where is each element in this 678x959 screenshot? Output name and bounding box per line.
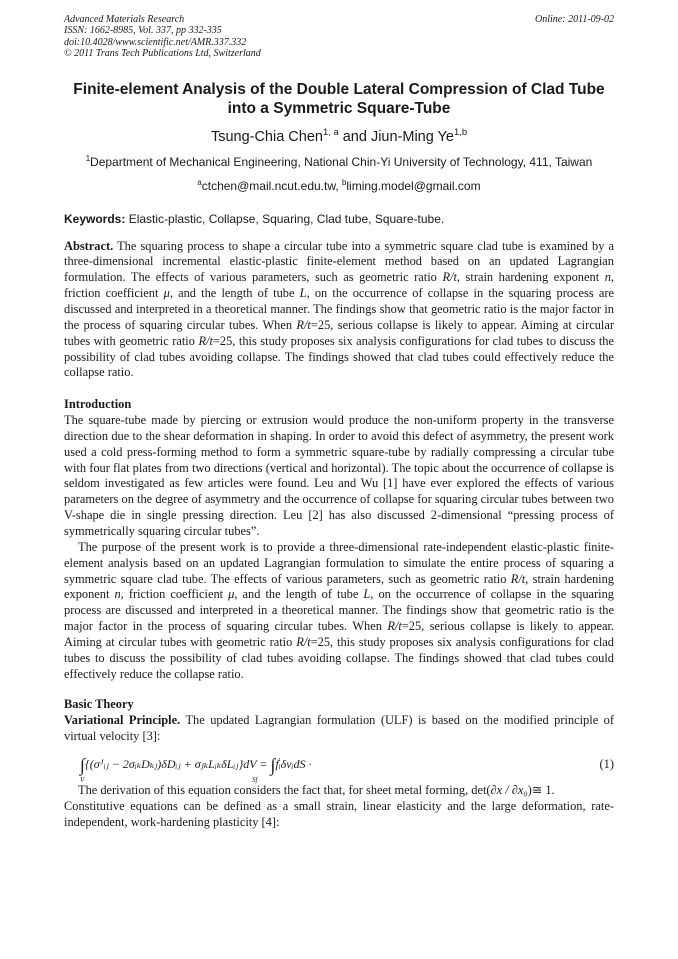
email-b[interactable]: liming.model@gmail.com [346, 178, 481, 193]
affiliation [64, 155, 614, 169]
equation-number: (1) [599, 756, 614, 771]
journal-name: Advanced Materials Research [64, 14, 185, 25]
journal-header [64, 14, 614, 60]
author-list [64, 125, 614, 146]
abstract-text: , on the occurrence of collapse in the squaring process are discussed and interpreted in a theoretical manner. The findings show that geometric ratio is the major factor in the process of squaring circular tubes. When [64, 286, 614, 332]
abstract-text: , and the length of tube [169, 286, 300, 301]
intro-text: =25, serious collapse is likely to appear. Aiming at circular tubes with geometric ratio [64, 619, 615, 649]
equation-lhs: {(σ̇ᴶᵢⱼ − 2σᵢₖDₖⱼ)δDᵢⱼ + σⱼₖLᵢₖδLᵢⱼ}dV = [84, 756, 271, 771]
paper-page [64, 14, 614, 830]
intro-text: , and the length of tube [234, 587, 364, 602]
variational-principle-text: The updated Lagrangian formulation (ULF) is based on the modified principle of virtual velocity [3]: [64, 713, 614, 744]
doi-line: doi:10.4028/www.scientific.net/AMR.337.332 [64, 36, 247, 48]
keywords-label: Keywords: [64, 211, 126, 226]
email-a-marker: a [197, 177, 202, 187]
email-line [64, 179, 614, 193]
issn-line: ISSN: 1662-8985, Vol. 337, pp 332-335 [64, 25, 222, 37]
copyright-line: © 2011 Trans Tech Publications Ltd, Switzerland [64, 48, 261, 60]
math-mu: μ [228, 587, 235, 602]
variational-principle-paragraph [64, 713, 614, 745]
keywords [64, 212, 614, 226]
title-line-1: Finite-element Analysis of the Double Lateral Compression of Clad Tube [73, 80, 605, 98]
math-r-t: R/t [387, 619, 402, 634]
abstract-label: Abstract. [64, 238, 114, 253]
abstract-text: , friction coefficient [64, 270, 614, 301]
keywords-text: Elastic-plastic, Collapse, Squaring, Clad tube, Square-tube. [125, 211, 445, 226]
equation-1 [64, 751, 614, 783]
basic-theory-heading: Basic Theory [64, 697, 134, 712]
math-r-t: R/t [296, 634, 311, 649]
abstract [64, 239, 614, 382]
integral-sign: ∫ [80, 754, 85, 775]
math-r-t: R/t [442, 270, 457, 285]
equation-body [80, 754, 312, 775]
math-r-t: R/t [296, 317, 311, 332]
title-line-2: into a Symmetric Square-Tube [227, 99, 451, 117]
email-a[interactable]: ctchen@mail.ncut.edu.tw [201, 178, 336, 193]
math-mu: μ [163, 286, 170, 301]
abstract-text: =25, serious collapse is likely to appear. Aiming at circular tubes with geometric ratio [64, 317, 615, 348]
variational-principle-label: Variational Principle. [64, 713, 181, 728]
integral-sign: ∫ [270, 754, 276, 775]
email-b-marker: b [342, 177, 347, 187]
intro-paragraph-2 [64, 540, 614, 683]
email-separator: , [335, 178, 343, 193]
intro-text: , friction coefficient [120, 587, 229, 602]
math-l: L [363, 587, 371, 602]
affiliation-text: Department of Mechanical Engineering, National Chin-Yi University of Technology, 411, Taiwan [90, 154, 593, 169]
abstract-text: , strain hardening exponent [456, 270, 605, 285]
math-n: n [114, 587, 121, 602]
derivation-text: )≅ 1. [527, 782, 555, 797]
online-date: Online: 2011-09-02 [535, 14, 614, 25]
equation-rhs: ḟᵢδvᵢdS · [275, 756, 312, 771]
author-2-affil: 1,b [453, 125, 468, 137]
derivation-paragraph [64, 783, 614, 799]
math-r-t: R/t [510, 571, 526, 586]
intro-paragraph-1: The square-tube made by piercing or extrusion would produce the non-uniform property in the transverse direction due to the shear deformation in shaping. In order to avoid this defect of asymmetry, the present work used a cold press-forming method to form a symmetric square-tube by radially compressing a circular tube with four flat plates from two directions (vertical and horizontal). The topic about the occurrence of collapse is seldom investigated as few articles were found. Leu and Wu [1] have ever explored the effects of various parameters on the degree of asymmetry and the occurrence of collapse for squaring circular tubes between two V-shape die in single pressing direction. Leu [2] has also discussed 2-dimensional “pressing process of symmetrically squaring circular tubes”. [64, 413, 614, 538]
math-r-t: R/t [198, 333, 213, 348]
author-joiner: and [338, 128, 371, 145]
affiliation-marker: 1 [85, 153, 91, 163]
intro-text: , on the occurrence of collapse in the squaring process are discussed and interpreted in a theoretical manner. The findings show that geometric ratio is the major factor in the process of squaring circular tubes. When [64, 587, 614, 634]
math-l: L [299, 286, 307, 301]
intro-text: , strain hardening exponent [64, 571, 614, 602]
author-2: Jiun-Ming Ye [370, 128, 454, 145]
intro-text: =25, this study proposes six analysis configurations for clad tubes to discuss the possibility of clad tubes avoiding collapse. The findings showed that clad tubes could effectively reduce the collapse ratio. [64, 634, 614, 681]
author-1-affil: 1, a [322, 125, 339, 137]
introduction-heading: Introduction [64, 397, 132, 412]
math-n: n [604, 270, 611, 285]
paper-title [64, 80, 614, 118]
author-1: Tsung-Chia Chen [210, 128, 323, 145]
abstract-text: The squaring process to shape a circular tube into a symmetric square clad tube is examined by a three-dimensional incremental elastic-plastic finite-element method based on an updated Lagrangian formulation. The effects of various parameters, such as geometric ratio [64, 238, 614, 285]
intro-text: The purpose of the present work is to provide a three-dimensional rate-independent elastic-plastic finite-element analysis based on an updated Lagrangian formulation to simulate the entire process of squaring a symmetric square clad tube. The effects of various parameters, such as geometric ratio [64, 539, 614, 586]
abstract-text: =25, this study proposes six analysis configurations for clad tubes to discuss the possibility of clad tubes avoiding collapse. The findings showed that clad tubes could effectively reduce the collapse ratio. [64, 333, 615, 380]
integral-subscript-v: V [80, 775, 85, 784]
math-jacobian: ∂x / ∂x₀ [490, 782, 528, 797]
integral-subscript-s: Sf [252, 775, 258, 784]
derivation-text: The derivation of this equation considers the fact that, for sheet metal forming, det( [78, 782, 491, 797]
constitutive-paragraph: Constitutive equations can be defined as a small strain, linear elasticity and the large deformation, rate-independent, work-hardening plasticity [4]: [64, 798, 614, 829]
